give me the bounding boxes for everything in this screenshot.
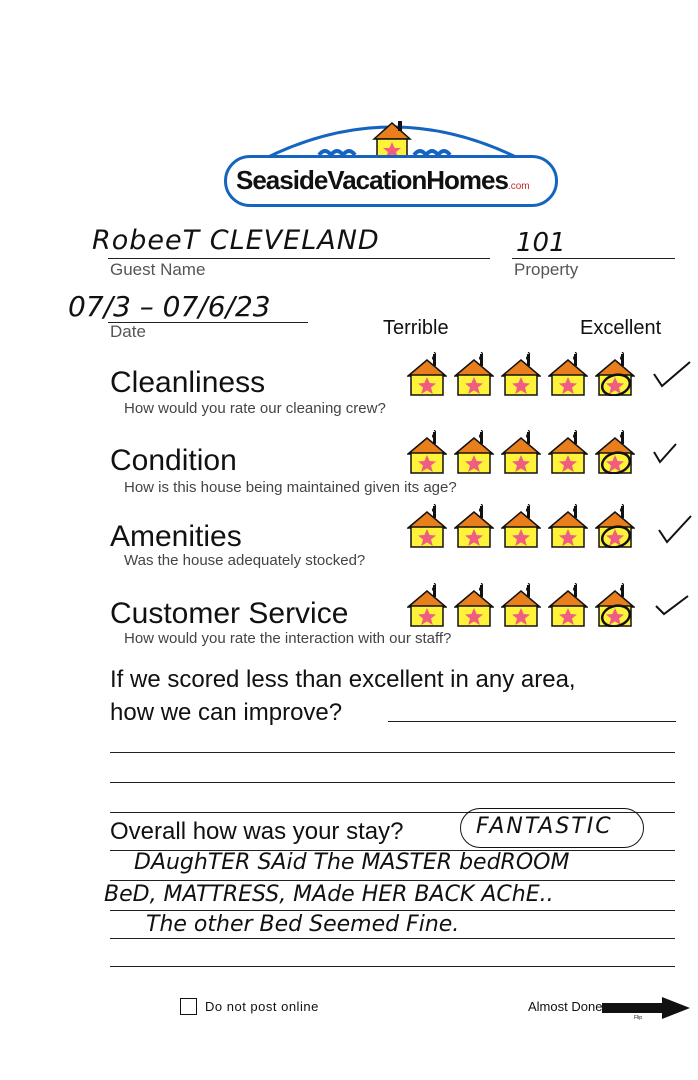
house-rating-icon[interactable]	[595, 583, 635, 627]
comment-line: DAughTER SAid The MASTER bedROOM	[134, 850, 570, 875]
house-rating-icon[interactable]	[548, 583, 588, 627]
rating-row[interactable]	[407, 430, 635, 474]
logo-suffix: .com	[507, 181, 530, 192]
flip-label: Flip	[634, 1015, 643, 1020]
category-question: How would you rate our cleaning crew?	[124, 400, 386, 417]
category-question: How is this house being maintained given its age?	[124, 479, 457, 496]
overall-answer: FANTASTIC	[476, 814, 613, 839]
house-rating-icon[interactable]	[548, 430, 588, 474]
logo-brand: SeasideVacationHomes	[236, 165, 508, 195]
improve-prompt-line2: how we can improve?	[110, 699, 343, 726]
do-not-post-option[interactable]	[180, 998, 319, 1015]
house-rating-icon[interactable]	[407, 504, 447, 548]
do-not-post-checkbox[interactable]	[180, 998, 197, 1015]
house-rating-icon[interactable]	[595, 352, 635, 396]
house-rating-icon[interactable]	[548, 352, 588, 396]
checkmark-icon	[652, 592, 692, 618]
house-rating-icon[interactable]	[407, 583, 447, 627]
category-title: Condition	[110, 444, 237, 477]
writing-line[interactable]	[110, 782, 675, 783]
brand-logo	[224, 115, 560, 211]
writing-line[interactable]	[110, 966, 675, 967]
logo-text	[236, 165, 530, 196]
house-rating-icon[interactable]	[548, 504, 588, 548]
date-value: 07/3 – 07/6/23	[68, 290, 271, 323]
comment-line: BeD, MATTRESS, MAde HER BACK AChE..	[104, 882, 554, 907]
property-value: 101	[516, 228, 566, 258]
category-title: Customer Service	[110, 597, 349, 630]
house-rating-icon[interactable]	[407, 430, 447, 474]
house-rating-icon[interactable]	[454, 504, 494, 548]
scale-high-label: Excellent	[580, 317, 662, 339]
category-title: Cleanliness	[110, 366, 266, 399]
writing-line[interactable]	[110, 910, 675, 911]
improve-line[interactable]	[388, 721, 676, 722]
house-rating-icon[interactable]	[501, 352, 541, 396]
house-rating-icon[interactable]	[454, 430, 494, 474]
rating-row[interactable]	[407, 504, 635, 548]
writing-line[interactable]	[110, 938, 675, 939]
rating-row[interactable]	[407, 583, 635, 627]
house-rating-icon[interactable]	[501, 430, 541, 474]
property-label: Property	[514, 260, 579, 279]
rating-row[interactable]	[407, 352, 635, 396]
guest-name-line	[108, 258, 490, 259]
property-line	[512, 258, 675, 259]
comment-line: The other Bed Seemed Fine.	[146, 912, 460, 937]
guest-name-value: RobeeT CLEVELAND	[92, 225, 380, 256]
scale-low-label: Terrible	[383, 317, 449, 339]
category-question: How would you rate the interaction with our staff?	[124, 630, 452, 647]
almost-done-label: Almost Done	[528, 999, 603, 1014]
checkmark-icon	[650, 440, 680, 466]
date-label: Date	[110, 322, 146, 341]
house-rating-icon[interactable]	[407, 352, 447, 396]
improve-prompt-line1: If we scored less than excellent in any area,	[110, 666, 576, 693]
house-rating-icon[interactable]	[454, 583, 494, 627]
house-rating-icon[interactable]	[595, 504, 635, 548]
guest-name-label: Guest Name	[110, 260, 206, 279]
house-rating-icon[interactable]	[454, 352, 494, 396]
overall-prompt: Overall how was your stay?	[110, 818, 404, 845]
writing-line[interactable]	[110, 752, 675, 753]
flip-arrow-icon[interactable]	[600, 996, 692, 1020]
house-rating-icon[interactable]	[501, 504, 541, 548]
writing-line[interactable]	[110, 880, 675, 881]
checkmark-icon	[650, 358, 694, 392]
category-question: Was the house adequately stocked?	[124, 552, 366, 569]
checkmark-icon	[655, 512, 695, 546]
category-title: Amenities	[110, 520, 242, 553]
house-rating-icon[interactable]	[595, 430, 635, 474]
do-not-post-label: Do not post online	[205, 999, 319, 1014]
house-rating-icon[interactable]	[501, 583, 541, 627]
